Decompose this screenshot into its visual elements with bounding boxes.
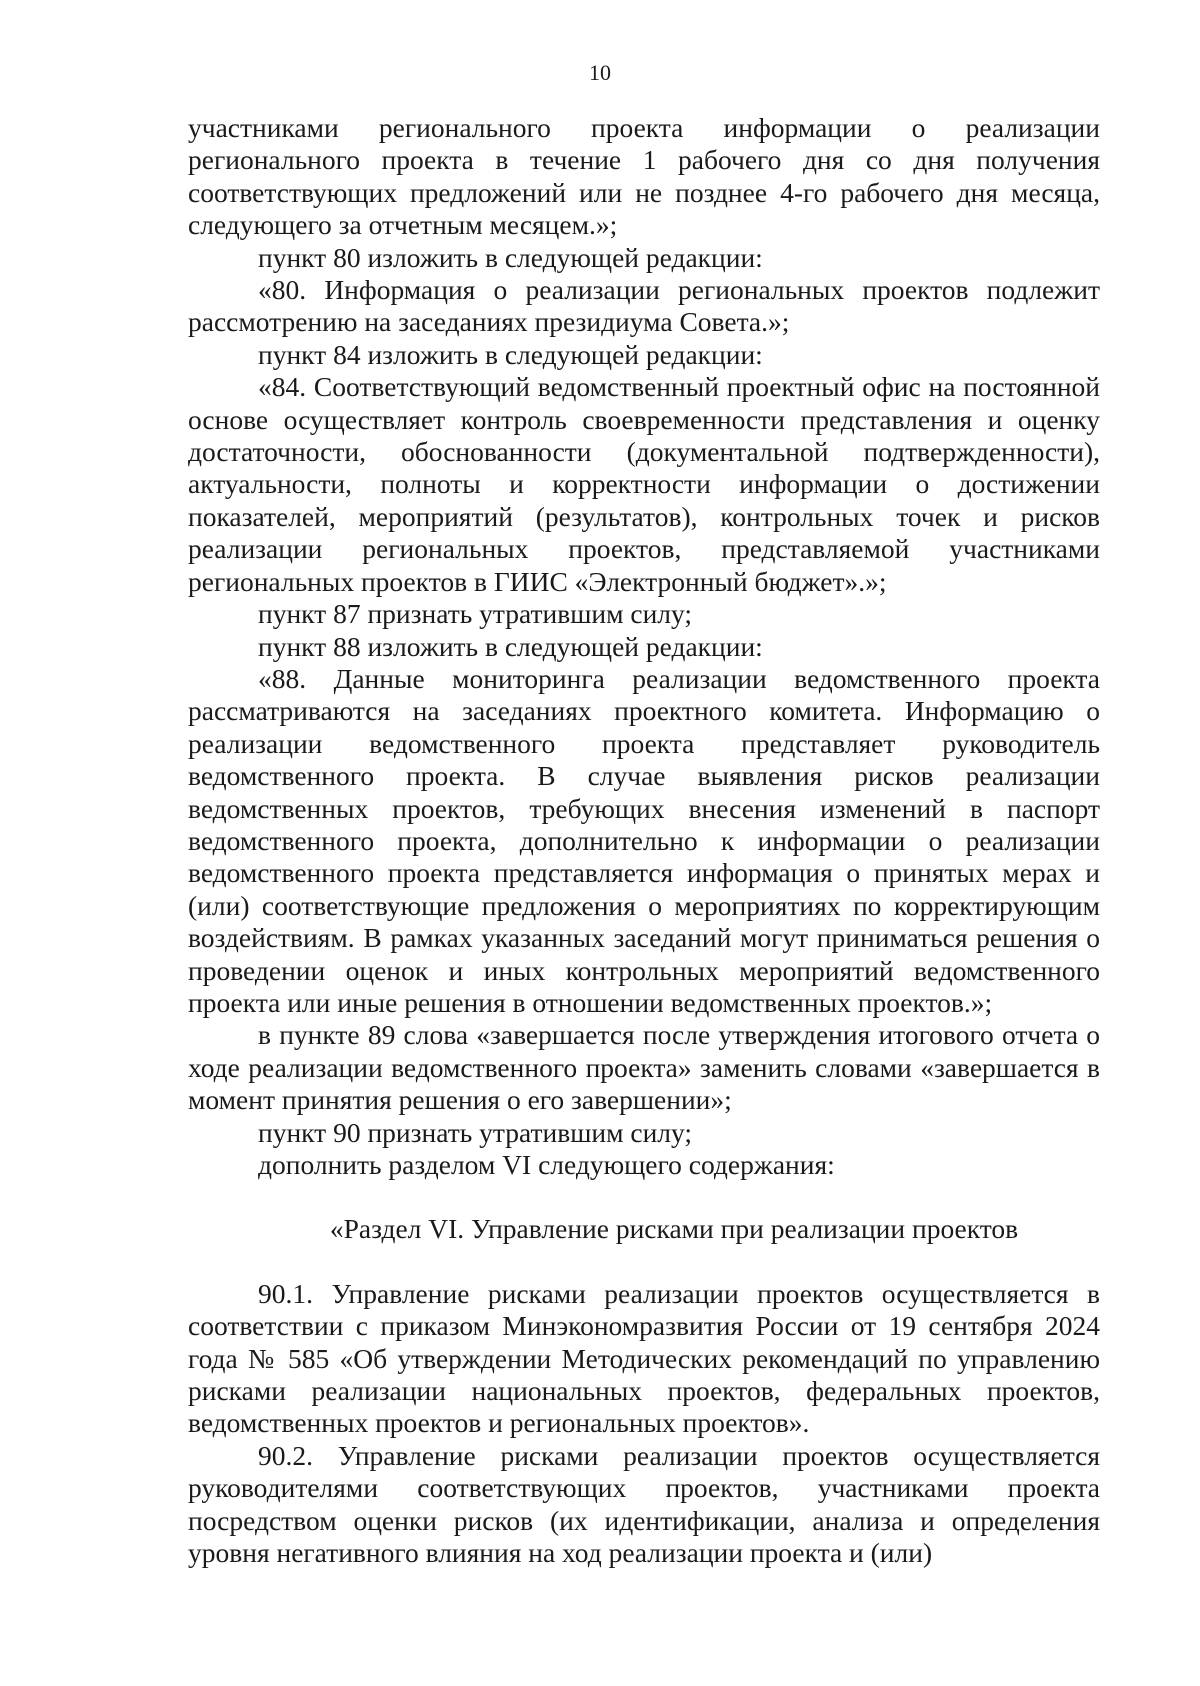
paragraph-item-84-instruction: пункт 84 изложить в следующей редакции: <box>258 338 763 370</box>
paragraph-item-87: пункт 87 признать утратившим силу; <box>258 598 693 630</box>
paragraph-item-80-instruction: пункт 80 изложить в следующей редакции: <box>258 241 763 273</box>
paragraph-item-80-text: «80. Информация о реализации региональных проектов подлежит рассмотрению на заседаниях президиума Совета.»; <box>188 274 1100 338</box>
paragraph-item-88-text: «88. Данные мониторинга реализации ведомственного проекта рассматриваются на заседаниях проектного комитета. Информацию о реализации ведомственного проекта представляет руководитель ведомственного проекта. В случае выявления рисков реализации ведомственных проектов, требующих внесения изменений в паспорт ведомственного проекта, дополнительно к информации о реализации ведомственного проекта представляется информация о принятых мерах и (или) соответствующие предложения о мероприятиях по корректирующим воздействиям. В рамках указанных заседаний могут приниматься решения о проведении оценок и иных контрольных мероприятий ведомственного проекта или иные решения в отношении ведомственных проектов.»; <box>188 662 1100 1018</box>
paragraph-item-90-1: 90.1. Управление рисками реализации проектов осуществляется в соответствии с приказом Минэкономразвития России от 19 сентября 2024 года № 585 «Об утверждении Методических рекомендаций по управлению рисками реализации национальных проектов, федеральных проектов, ведомственных проектов и региональных проектов». <box>188 1277 1100 1439</box>
paragraph-item-88-instruction: пункт 88 изложить в следующей редакции: <box>258 630 763 662</box>
paragraph-continuation: участниками регионального проекта информации о реализации регионального проекта в течение 1 рабочего дня со дня получения соответствующих предложений или не позднее 4-го рабочего дня месяца, следующего за отчетным месяцем.»; <box>188 112 1100 241</box>
paragraph-add-section: дополнить разделом VI следующего содержания: <box>258 1149 835 1180</box>
paragraph-item-90-2: 90.2. Управление рисками реализации проектов осуществляется руководителями соответствующих проектов, участниками проекта посредством оценки рисков (их идентификации, анализа и определения уровня негативного влияния на ход реализации проекта и (или) <box>188 1439 1100 1569</box>
paragraph-item-89: в пункте 89 слова «завершается после утверждения итогового отчета о ходе реализации ведомственного проекта» заменить словами «завершается в момент принятия решения о его завершении»; <box>188 1019 1100 1116</box>
section-heading: «Раздел VI. Управление рисками при реализации проектов <box>329 1213 1019 1245</box>
document-body <box>188 112 1100 1569</box>
paragraph-item-84-text: «84. Соответствующий ведомственный проектный офис на постоянной основе осуществляет контроль своевременности представления и оценку достаточности, обоснованности (документальной подтвержденности), актуальности, полноты и корректности информации о достижении показателей, мероприятий (результатов), контрольных точек и рисков реализации региональных проектов, представляемой участниками региональных проектов в ГИИС «Электронный бюджет».»; <box>188 371 1100 597</box>
paragraph-item-90: пункт 90 признать утратившим силу; <box>258 1116 693 1148</box>
page-number: 10 <box>589 60 611 85</box>
